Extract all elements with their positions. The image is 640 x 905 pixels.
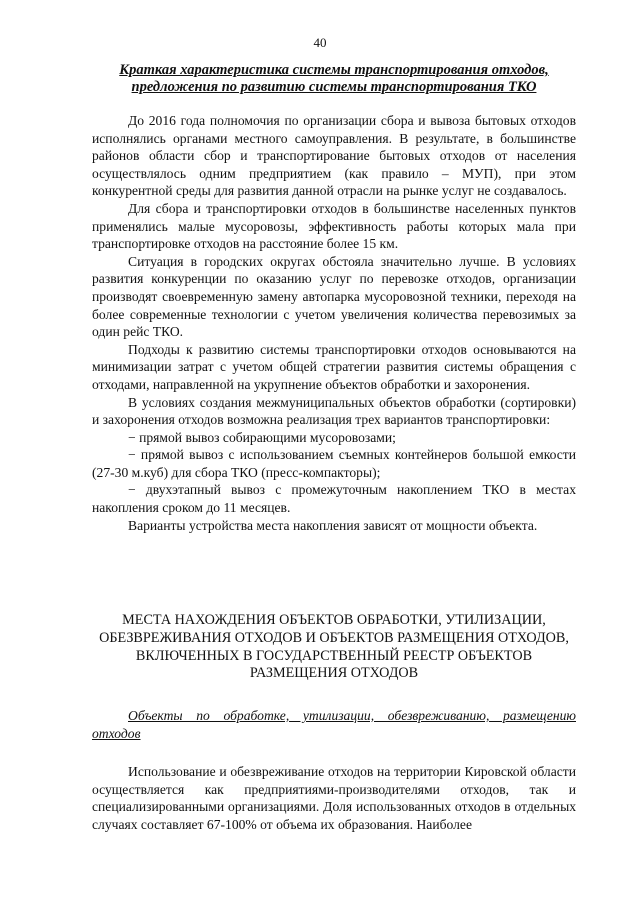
page-number: 40 — [313, 35, 327, 50]
paragraph: Использование и обезвреживание отходов на территории Кировской области осуществляется как предприятиями-производителями отходов, так и специализированными организациями. Доля использованных отходов в отдельных случаях составляет 67-100% от объема их образования. Наиболее — [92, 764, 576, 832]
body-text-continued — [92, 763, 576, 833]
list-item: − двухэтапный вывоз с промежуточным накоплением ТКО в местах накопления сроком до 11 месяцев. — [92, 482, 576, 516]
subsection-title: Объекты по обработке, утилизации, обезвреживанию, размещению отходов — [92, 708, 576, 741]
paragraph: В условиях создания межмуниципальных объектов обработки (сортировки) и захоронения отходов возможна реализация трех вариантов транспортировки: — [92, 394, 576, 428]
body-text — [92, 112, 576, 534]
paragraph: Для сбора и транспортировки отходов в большинстве населенных пунктов применялись малые мусоровозы, эффективность работы которых мала при транспортировке отходов на расстояние более 15 км. — [92, 200, 576, 252]
paragraph: Ситуация в городских округах обстояла значительно лучше. В условиях развития конкуренции по оказанию услуг по перевозке отходов, организации производят своевременную замену автопарка мусоровозной техники, переходя на более современные технологии с учетом увеличения количества перевозимых за один рейс ТКО. — [92, 253, 576, 340]
section-heading: Краткая характеристика системы транспортирования отходов, предложения по развитию системы транспортирования ТКО — [119, 62, 549, 95]
paragraph: До 2016 года полномочия по организации сбора и вывоза бытовых отходов исполнялись органами местного самоуправления. В результате, в большинстве районов области сбор и транспортирование бытовых отходов от населения осуществлялось одним предприятием (как правило – МУП), при этом конкурентной среды для развития данной отрасли на рынке услуг не создавалось. — [92, 113, 576, 199]
paragraph: Варианты устройства места накопления зависят от мощности объекта. — [128, 517, 538, 533]
list-item: − прямой вывоз с использованием съемных контейнеров большой емкости (27-30 м.куб) для сбора ТКО (пресс-компакторы); — [92, 447, 576, 480]
chapter-title: МЕСТА НАХОЖДЕНИЯ ОБЪЕКТОВ ОБРАБОТКИ, УТИЛИЗАЦИИ, ОБЕЗВРЕЖИВАНИЯ ОТХОДОВ И ОБЪЕКТОВ РАЗМЕЩЕНИЯ ОТХОДОВ, ВКЛЮЧЕННЫХ В ГОСУДАРСТВЕННЫЙ РЕЕСТР ОБЪЕКТОВ РАЗМЕЩЕНИЯ ОТХОДОВ — [99, 612, 569, 682]
list-item: − прямой вывоз собирающими мусоровозами; — [128, 429, 396, 445]
paragraph: Подходы к развитию системы транспортировки отходов основываются на минимизации затрат с учетом общей стратегии развития системы обращения с отходами, направленной на укрупнение объектов обработки и захоронения. — [92, 341, 576, 392]
